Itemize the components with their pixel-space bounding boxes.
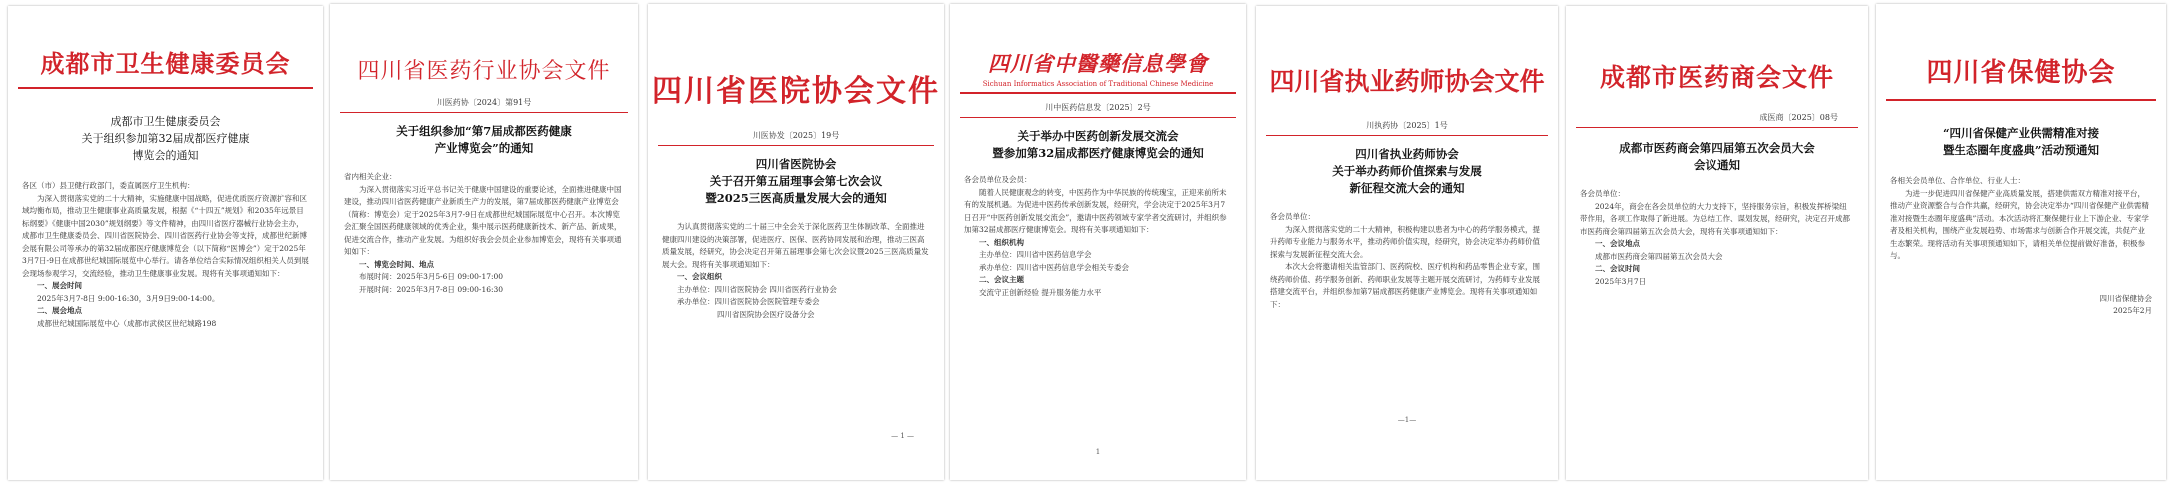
paragraph: 随着人民健康观念的转变，中医药作为中华民族的传统瑰宝，正迎来前所未有的发展机遇。为促进中医药传承创新发展，经研究，学会决定于2025年3月7日召开“中医药创新发展交流会”，邀请中医药领域专家学者交流研讨，并组织参加第32届成都医疗健康博览会。现将有关事项通知如下： [964,187,1227,234]
doc-reference: 川医药协〔2024〕第91号 [436,98,532,107]
salutation: 各区（市）县卫健行政部门，委直属医疗卫生机构： [22,181,195,190]
document-7 [1876,4,2166,480]
document-6 [1566,6,1868,480]
header-rule [960,92,1236,94]
salutation: 各相关会员单位、合作单位、行业人士： [1890,176,2025,185]
doc-header: 四川省医院协会文件 [652,74,940,109]
doc-reference: 成医商〔2025〕08号 [1759,113,1838,122]
doc-header: 成都市医药商会文件 [1599,63,1834,92]
header-rule [1266,135,1548,136]
doc-title: 成都市医药商会第四届第五次会员大会 会议通知 [1619,141,1815,172]
paragraph: 为认真贯彻落实党的二十届三中全会关于深化医药卫生体制改革、全面推进健康四川建设的决策部署，促进医疗、医保、医药协同发展和治理，推动三医高质量发展，经研究，协会决定召开第五届理事会第七次会议暨2025三医高质量发展大会。现将有关事项通知如下： [662,222,929,269]
section-heading: 一、组织机构 [979,237,1024,247]
doc-title: 成都市卫生健康委员会 关于组织参加第32届成都医疗健康 博览会的通知 [81,115,250,162]
page-number: 1 [1095,448,1101,456]
doc-header: 四川省执业药师协会文件 [1269,67,1545,96]
header-rule [18,87,313,89]
doc-header: 成都市卫生健康委员会 [40,49,291,78]
paragraph: 为深入贯彻落实党的二十大精神，积极构建以患者为中心的药学服务模式，提升药师专业能力与服务水平，推动药师价值实现，经研究，协会决定举办药师价值探索与发展新征程交流大会。 [1270,224,1540,259]
doc-body [1876,175,2166,318]
section-heading: 二、会议时间 [1595,264,1640,273]
section-text: 交流守正创新经验 提升服务能力水平 [979,287,1102,297]
section-text: 2025年3月7日 [1595,276,1647,286]
doc-body [950,174,1246,299]
salutation: 各会员单位： [1580,189,1625,198]
signature-date: 2025年2月 [2113,306,2152,315]
section-text: 主办单位：四川省中医药信息学会 [979,250,1092,259]
doc-title: “四川省保健产业供需精准对接 暨生态圈年度盛典”活动预通知 [1942,126,2100,157]
doc-title: 关于举办中医药创新发展交流会 暨参加第32届成都医疗健康博览会的通知 [992,129,1204,160]
paragraph: 为深入贯彻落实习近平总书记关于健康中国建设的重要论述，全面推进健康中国建设，推动四川省医药健康产业新质生产力的发展，第7届成都医药健康产业博览会（简称：博览会）定于2025年3月7-9日在成都世纪城国际展览中心召开。本次博览会汇聚全国医药健康领域的优秀企业，集中展示医药健康新技术、新产品、新成果，促进交流合作，推动产业发展。为组织好我会会员企业参加博览会，现将有关事项通知如下： [344,184,622,256]
signature-org: 四川省保健协会 [2099,293,2152,303]
page-number: — 1 — [891,432,914,440]
doc-title: 四川省执业药师协会 关于举办药师价值探索与发展 新征程交流大会的通知 [1332,147,1482,195]
doc-body [8,180,323,330]
header-rule [1886,99,2156,101]
section-text: 承办单位：四川省中医药信息学会相关专委会 [979,262,1129,272]
doc-body [648,221,944,321]
doc-body [1256,211,1558,311]
section-heading: 一、会议组织 [677,272,722,281]
doc-reference: 川医协发〔2025〕19号 [752,131,840,140]
section-text: 2025年3月7-8日 9:00-16:30，3月9日9:00-14:00。 [37,293,220,303]
section-text: 成都市医药商会第四届第五次会员大会 [1595,251,1723,261]
section-text: 开展时间：2025年3月7-8日 09:00-16:30 [359,284,504,294]
document-3 [648,4,944,480]
doc-header: 四川省中醫藥信息學會 [988,51,1208,76]
document-1 [8,6,323,480]
doc-header: 四川省保健协会 [1926,58,2116,88]
salutation: 各会员单位及会员： [964,175,1032,184]
section-text: 成都世纪城国际展览中心（成都市武侯区世纪城路198 [37,318,217,328]
section-heading: 一、会议地点 [1595,239,1640,248]
header-rule [340,112,628,113]
doc-header: 四川省医药行业协会文件 [357,59,611,84]
doc-body [1566,188,1868,288]
paragraph: 为深入贯彻落实党的二十大精神，实施健康中国战略，促进优质医疗资源扩容和区域均衡布局，推动卫生健康事业高质量发展，根据《“十四五”规划》和2035年远景目标纲要》《健康中国2030”规划纲要》等文件精神，由四川省医疗器械行业协会主办，成都市卫生健康委员会、四川省医院协会、四川省医药行业协会等支持，成都世纪新博会展有限公司等承办的第32届成都医疗健康博览会（以下简称“医博会”）定于2025年3月7日-9日在成都世纪城国际展览中心举行。请各单位结合实际情况组织相关人员到展会现场参观学习，交流经验，推动卫生健康事业发展。现将有关事项通知如下： [22,193,309,278]
section-heading: 一、展会时间 [37,281,82,290]
salutation: 各会员单位： [1270,212,1315,221]
page-number: —1— [1397,416,1417,424]
section-heading: 一、博览会时间、地点 [359,259,434,269]
doc-title: 四川省医院协会 关于召开第五届理事会第七次会议 暨2025三医高质量发展大会的通知 [705,157,887,205]
document-5 [1256,6,1558,480]
header-rule [960,117,1236,118]
section-text: 布展时间：2025年3月5-6日 09:00-17:00 [359,272,504,281]
paragraph: 为进一步促进四川省保健产业高质量发展，搭建供需双方精准对接平台，推动产业资源整合与合作共赢，经研究，协会决定举办“四川省保健产业供需精准对接暨生态圈年度盛典”活动。本次活动将汇聚保健行业上下游企业、专家学者及相关机构，围绕产业发展趋势、市场需求与创新合作开展交流，共促产业生态繁荣。现将活动有关事项预通知如下，请相关单位提前做好准备，积极参与。 [1890,188,2149,260]
doc-body [330,171,638,296]
header-rule [1576,127,1858,128]
header-rule [658,145,934,146]
paragraph: 本次大会将邀请相关监管部门、医药院校、医疗机构和药品零售企业专家，围绕药师价值、药学服务创新、药师职业发展等主题开展交流研讨，为药师专业发展搭建交流平台，并组织参加第7届成都医药健康产业博览会。现将有关事项通知如下： [1270,262,1540,309]
doc-reference: 川执药协〔2025〕1号 [1366,121,1448,130]
document-2 [330,4,638,480]
section-text: 主办单位：四川省医院协会 四川省医药行业协会 [677,284,837,294]
salutation: 省内相关企业： [344,172,397,181]
doc-title: 关于组织参加“第7届成都医药健康 产业博览会”的通知 [396,124,572,155]
document-4 [950,4,1246,480]
section-text: 四川省医院协会医疗设备分会 [717,309,815,319]
section-heading: 二、会议主题 [979,275,1024,284]
section-heading: 二、展会地点 [37,306,82,315]
section-text: 承办单位：四川省医院协会医院管理专委会 [677,297,820,306]
doc-reference: 川中医药信息发〔2025〕2号 [1045,103,1151,112]
doc-subheader: Sichuan Informatics Association of Traditional Chinese Medicine [982,80,1214,88]
paragraph: 2024年，商会在各会员单位的大力支持下，坚持服务宗旨，积极发挥桥梁纽带作用，各项工作取得了新进展。为总结工作、谋划发展，经研究，决定召开成都市医药商会第四届第五次会员大会，现将有关事项通知如下： [1580,201,1850,236]
